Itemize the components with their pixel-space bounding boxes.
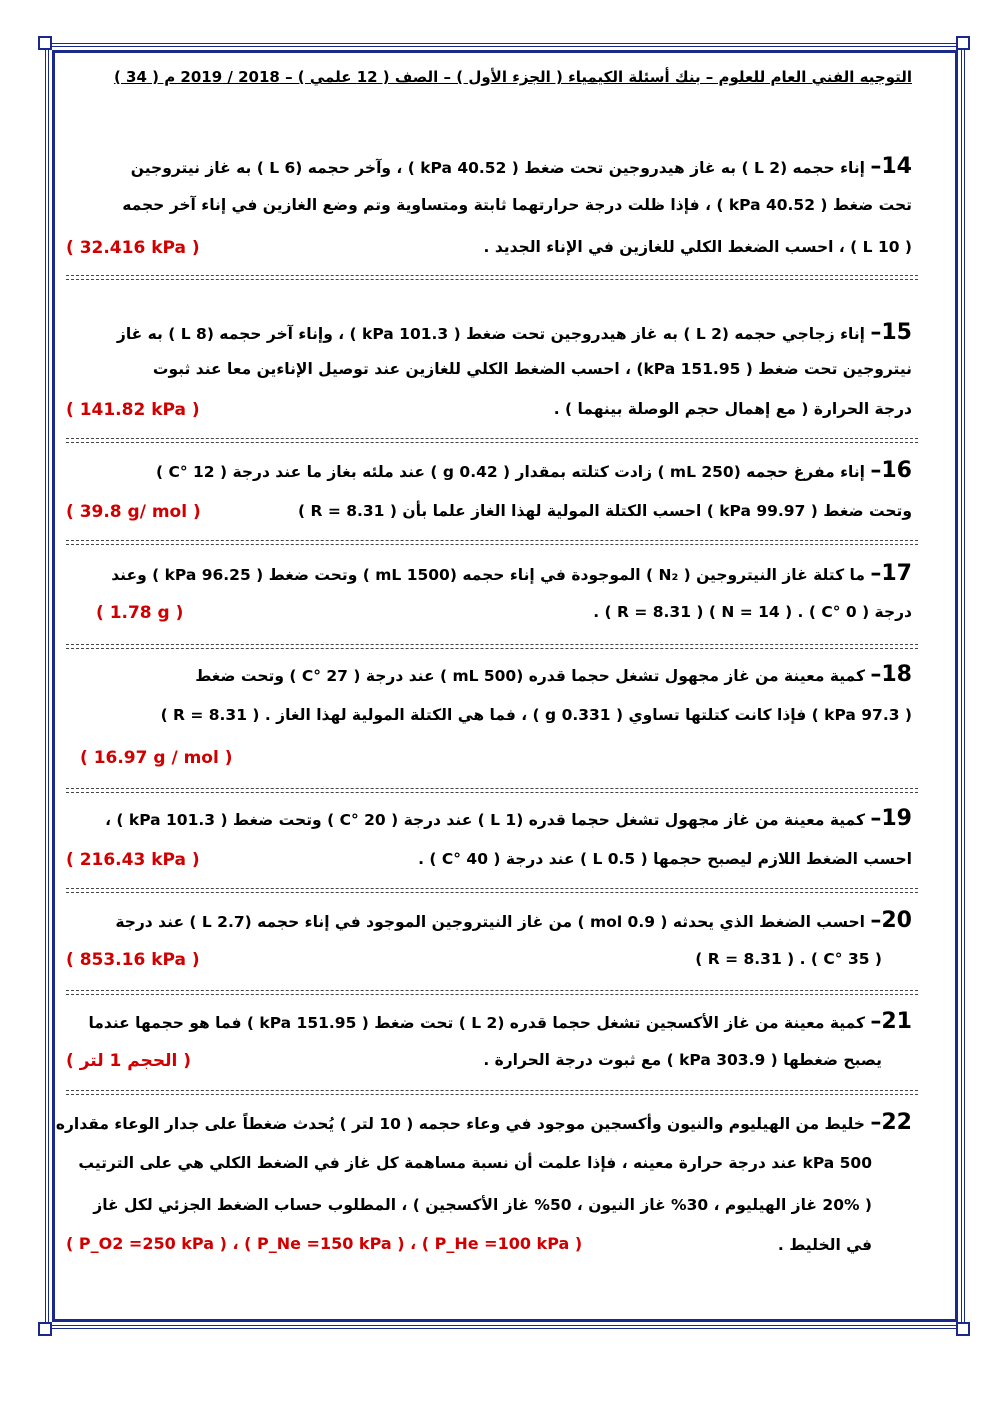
answer-text: ( P_O2 =250 kPa ) ، ( P_Ne =150 kPa ) ، ( P_He =100 kPa ) <box>66 1234 583 1253</box>
question-number: 22– <box>870 1110 912 1135</box>
answer-text: ( 216.43 kPa ) <box>66 850 200 870</box>
question-20 <box>66 906 912 986</box>
question-line: 500 kPa عند درجة حرارة معينه ، فإذا علمت أن نسبة مساهمة كل غاز في الضغط الكلي هي على الترتيب <box>78 1154 872 1172</box>
question-line: 22– خليط من الهيليوم والنيون وأكسجين موجود في وعاء حجمه ( 10 لتر ) يُحدث ضغطاً على جدار الوعاء مقداره <box>55 1110 912 1135</box>
question-line: وتحت ضغط ( 99.97 kPa ) احسب الكتلة المولية لهذا الغاز علما بأن ( R = 8.31 ) <box>298 502 912 520</box>
question-18 <box>66 660 912 780</box>
corner-ornament <box>956 1322 970 1336</box>
question-number: 19– <box>870 806 912 831</box>
answer-text: ( 16.97 g / mol ) <box>80 748 233 768</box>
corner-ornament <box>38 1322 52 1336</box>
question-number: 21– <box>870 1009 912 1034</box>
question-15 <box>66 316 912 426</box>
question-line: 21– كمية معينة من غاز الأكسجين تشغل حجما قدره (L 2 ) تحت ضغط ( 151.95 kPa ) فما هو حجمها عندما <box>88 1009 912 1034</box>
question-line: يصبح ضغطها ( 303.9 kPa ) مع ثبوت درجة الحرارة . <box>483 1051 882 1069</box>
question-number: 14– <box>870 154 912 179</box>
answer-text: ( 141.82 kPa ) <box>66 400 200 420</box>
question-number: 20– <box>870 908 912 933</box>
page-header: التوجيه الفني العام للعلوم – بنك أسئلة الكيمياء ( الجزء الأول ) – الصف ( 12 علمي ) – 2018 / 2019 م ( 34 ) <box>113 68 912 86</box>
question-19 <box>66 804 912 884</box>
question-line: نيتروجين تحت ضغط ( 151.95 kPa) ، احسب الضغط الكلي للغازين عند توصيل الإناءين معا عند ثبوت <box>152 360 912 378</box>
question-number: 18– <box>870 662 912 687</box>
separator <box>66 540 918 541</box>
question-14 <box>66 150 912 270</box>
question-line: 15– إناء زجاجي حجمه (L 2 ) به غاز هيدروجين تحت ضغط ( 101.3 kPa ) ، وإناء آخر حجمه (L 8 ) به غاز <box>116 320 912 345</box>
question-line: في الخليط . <box>777 1236 872 1254</box>
question-line: درجة ( 0 °C ) . ( N = 14 ) ( R = 8.31 ) . <box>593 603 912 621</box>
question-21 <box>66 1007 912 1087</box>
question-17 <box>66 559 912 634</box>
question-line: 14– إناء حجمه (L 2 ) به غاز هيدروجين تحت ضغط ( 40.52 kPa ) ، وآخر حجمه (L 6 ) به غاز نيتروجين <box>130 154 912 179</box>
question-number: 17– <box>870 561 912 586</box>
separator <box>66 788 918 789</box>
question-line: احسب الضغط اللازم ليصبح حجمها ( 0.5 L ) عند درجة ( 40 °C ) . <box>418 850 912 868</box>
question-line: 16– إناء مفرغ حجمه (mL 250 ) زادت كتلته بمقدار ( 0.42 g ) عند ملئه بغاز ما عند درجة ( 12 °C ) <box>155 458 912 483</box>
answer-text: ( 32.416 kPa ) <box>66 238 200 258</box>
answer-text: ( 1.78 g ) <box>96 603 184 623</box>
separator <box>66 438 918 439</box>
question-line: ( 97.3 kPa ) فإذا كانت كتلتها تساوي ( 0.331 g ) ، فما هي الكتلة المولية لهذا الغاز . ( R = 8.31 ) <box>160 706 912 724</box>
question-line: 17– ما كتلة غاز النيتروجين ( N₂ ) الموجودة في إناء حجمه (mL 1500 ) وتحت ضغط ( 96.25 kPa ) وعند <box>111 561 912 586</box>
question-line: ( 35 °C ) . ( R = 8.31 ) <box>695 950 882 968</box>
question-number: 15– <box>870 320 912 345</box>
question-22 <box>55 1108 912 1268</box>
question-16 <box>66 456 912 536</box>
question-line: ( 10 L ) ، احسب الضغط الكلي للغازين في الإناء الجديد . <box>483 238 912 256</box>
answer-text: ( 39.8 g/ mol ) <box>66 502 201 522</box>
question-number: 16– <box>870 458 912 483</box>
question-line: تحت ضغط ( 40.52 kPa ) ، فإذا ظلت درجة حرارتهما ثابتة ومتساوية وتم وضع الغازين في إناء آخر حجمه <box>122 196 912 214</box>
separator <box>66 888 918 889</box>
answer-text: ( الحجم 1 لتر ) <box>66 1051 192 1071</box>
question-line: 18– كمية معينة من غاز مجهول تشغل حجما قدره (mL 500 ) عند درجة ( 27 °C ) وتحت ضغط <box>195 662 912 687</box>
separator <box>66 644 918 645</box>
separator <box>66 275 918 276</box>
corner-ornament <box>38 36 52 50</box>
question-line: 20– احسب الضغط الذي يحدثه ( 0.9 mol ) من غاز النيتروجين الموجود في إناء حجمه (L 2.7 ) عند درجة <box>115 908 912 933</box>
answer-text: ( 853.16 kPa ) <box>66 950 200 970</box>
question-line: ( 20% غاز الهيليوم ، 30% غاز النيون ، 50% غاز الأكسجين ) ، المطلوب حساب الضغط الجزئي لكل غاز <box>93 1196 872 1214</box>
question-line: درجة الحرارة ( مع إهمال حجم الوصلة بينهما ) . <box>553 400 912 418</box>
separator <box>66 990 918 991</box>
corner-ornament <box>956 36 970 50</box>
separator <box>66 1090 918 1091</box>
question-line: 19– كمية معينة من غاز مجهول تشغل حجما قدره (L 1 ) عند درجة ( 20 °C ) وتحت ضغط ( 101.3 kPa ) ، <box>105 806 912 831</box>
